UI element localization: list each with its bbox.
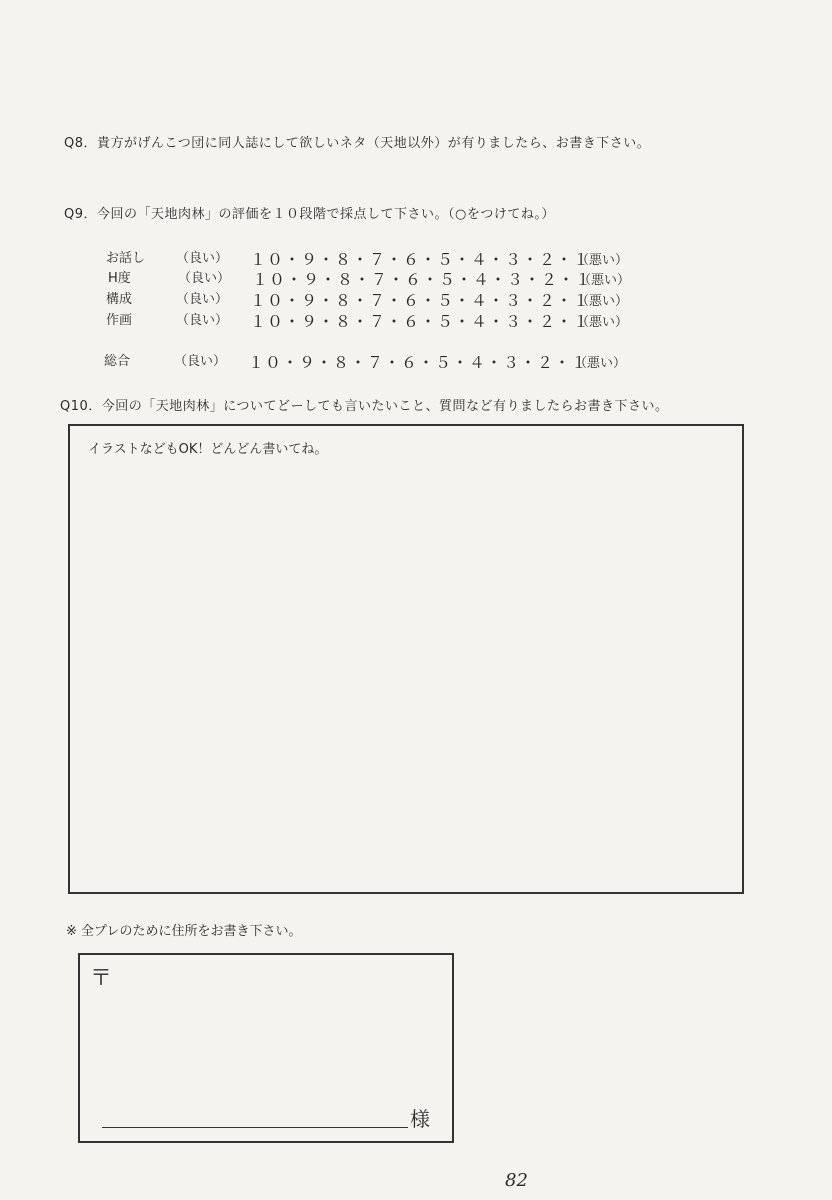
question-10: Q10．今回の「天地肉林」についてどーしても言いたいこと、質問など有りましたらお書き下さい。 — [60, 399, 669, 414]
good-label: （良い） — [174, 354, 227, 369]
question-9: Q9．今回の「天地肉林」の評価を１０段階で採点して下さい。（○をつけてね。） — [64, 207, 555, 222]
bad-label: （悪い） — [576, 315, 629, 330]
postal-mark-icon: 〒 — [90, 966, 113, 991]
rating-label: 作画 — [106, 313, 133, 328]
name-line[interactable] — [102, 1127, 408, 1128]
rating-label: 構成 — [106, 292, 133, 307]
bad-label: （悪い） — [574, 356, 627, 371]
comment-hint: イラストなどもOK！どんどん書いてね。 — [88, 442, 328, 457]
rating-row-overall — [104, 350, 627, 372]
rating-scale[interactable]: １０・９・８・７・６・５・４・３・２・１ — [248, 353, 589, 372]
rating-label: お話し — [106, 251, 146, 266]
rating-row-story — [106, 247, 629, 269]
rating-scale[interactable]: １０・９・８・７・６・５・４・３・２・１ — [250, 312, 591, 331]
good-label: （良い） — [176, 251, 229, 266]
good-label: （良い） — [176, 292, 229, 307]
comment-box[interactable] — [68, 424, 744, 894]
rating-label: 総合 — [104, 354, 131, 369]
address-box[interactable] — [78, 953, 454, 1143]
rating-label: H度 — [108, 271, 131, 286]
bad-label: （悪い） — [578, 273, 631, 288]
rating-scale[interactable]: １０・９・８・７・６・５・４・３・２・１ — [250, 291, 591, 310]
bad-label: （悪い） — [576, 253, 629, 268]
rating-scale[interactable]: １０・９・８・７・６・５・４・３・２・１ — [252, 270, 593, 289]
honorific: 様 — [410, 1107, 430, 1131]
good-label: （良い） — [178, 271, 231, 286]
question-8: Q8．貴方がげんこつ団に同人誌にして欲しいネタ（天地以外）が有りましたら、お書き下さい。 — [64, 136, 651, 151]
rating-row-composition — [106, 288, 629, 310]
good-label: （良い） — [176, 313, 229, 328]
page-number: 82 — [505, 1170, 528, 1191]
rating-scale[interactable]: １０・９・８・７・６・５・４・３・２・１ — [250, 250, 591, 269]
rating-row-h — [108, 267, 631, 289]
bad-label: （悪い） — [576, 294, 629, 309]
rating-row-art — [106, 309, 629, 331]
address-note: ※ 全プレのために住所をお書き下さい。 — [66, 924, 302, 939]
